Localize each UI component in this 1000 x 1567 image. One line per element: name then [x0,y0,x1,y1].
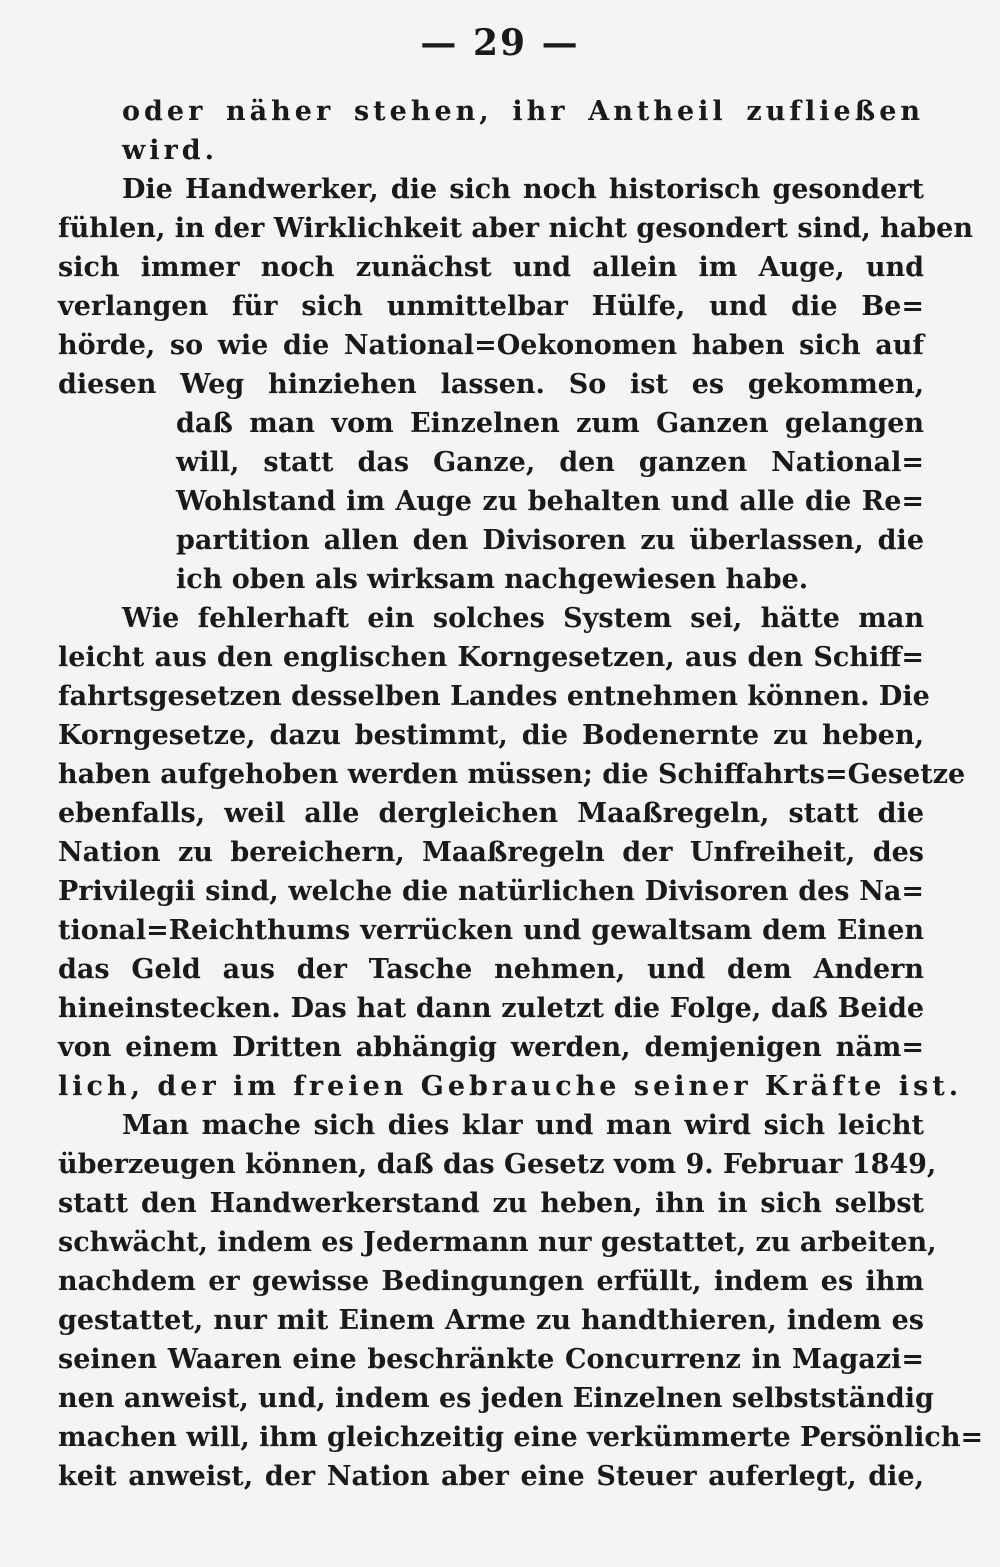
text-line: hörde, so wie die National=Oekonomen haben sich auf [58,330,924,361]
text-line: ich oben als wirksam nachgewiesen habe. [176,564,809,595]
text-line: Wohlstand im Auge zu behalten und alle die Re= [176,486,924,517]
body-text [58,92,984,1496]
text-line: von einem Dritten abhängig werden, demjenigen näm= [58,1032,924,1063]
text-line: verlangen für sich unmittelbar Hülfe, und die Be= [58,291,924,322]
text-line: keit anweist, der Nation aber eine Steuer auferlegt, die, [58,1461,924,1492]
text-line: wird. [122,135,219,166]
text-line: Wie fehlerhaft ein solches System sei, hätte man [122,603,924,634]
text-line: machen will, ihm gleichzeitig eine verkümmerte Persönlich= [58,1422,984,1453]
text-line: tional=Reichthums verrücken und gewaltsam dem Einen [58,915,924,946]
text-line: sich immer noch zunächst und allein im Auge, und [58,252,924,283]
text-line: nen anweist, und, indem es jeden Einzelnen selbstständig [58,1383,934,1414]
text-line: hineinstecken. Das hat dann zuletzt die Folge, daß Beide [58,993,924,1024]
text-line: ebenfalls, weil alle dergleichen Maaßregeln, statt die [58,798,924,829]
text-line: das Geld aus der Tasche nehmen, und dem Andern [58,954,924,985]
text-line: daß man vom Einzelnen zum Ganzen gelangen [176,408,924,439]
text-line: fühlen, in der Wirklichkeit aber nicht gesondert sind, haben [58,213,973,244]
text-line: Privilegii sind, welche die natürlichen Divisoren des Na= [58,876,924,907]
text-line: statt den Handwerkerstand zu heben, ihn in sich selbst [58,1188,924,1219]
text-line: lich, der im freien Gebrauche seiner Kräfte ist. [58,1071,963,1102]
text-line: haben aufgehoben werden müssen; die Schiffahrts=Gesetze [58,759,966,790]
text-line: diesen Weg hinziehen lassen. So ist es gekommen, [58,369,924,400]
text-line: überzeugen können, daß das Gesetz vom 9. Februar 1849, [58,1149,937,1180]
text-line: Die Handwerker, die sich noch historisch gesondert [122,174,924,205]
text-line: fahrtsgesetzen desselben Landes entnehmen können. Die [58,681,930,712]
text-line: schwächt, indem es Jedermann nur gestattet, zu arbeiten, [58,1227,937,1258]
text-line: seinen Waaren eine beschränkte Concurrenz in Magazi= [58,1344,924,1375]
text-line: Nation zu bereichern, Maaßregeln der Unfreiheit, des [58,837,924,868]
text-line: will, statt das Ganze, den ganzen National= [176,447,924,478]
text-line: gestattet, nur mit Einem Arme zu handthieren, indem es [58,1305,924,1336]
text-line: nachdem er gewisse Bedingungen erfüllt, indem es ihm [58,1266,924,1297]
text-line: Man mache sich dies klar und man wird sich leicht [122,1110,924,1141]
page-number: — 29 — [420,22,580,64]
text-line: leicht aus den englischen Korngesetzen, aus den Schiff= [58,642,924,673]
text-line: oder näher stehen, ihr Antheil zufließen [122,96,924,127]
text-line: partition allen den Divisoren zu überlassen, die [176,525,924,556]
text-line: Korngesetze, dazu bestimmt, die Bodenernte zu heben, [58,720,924,751]
